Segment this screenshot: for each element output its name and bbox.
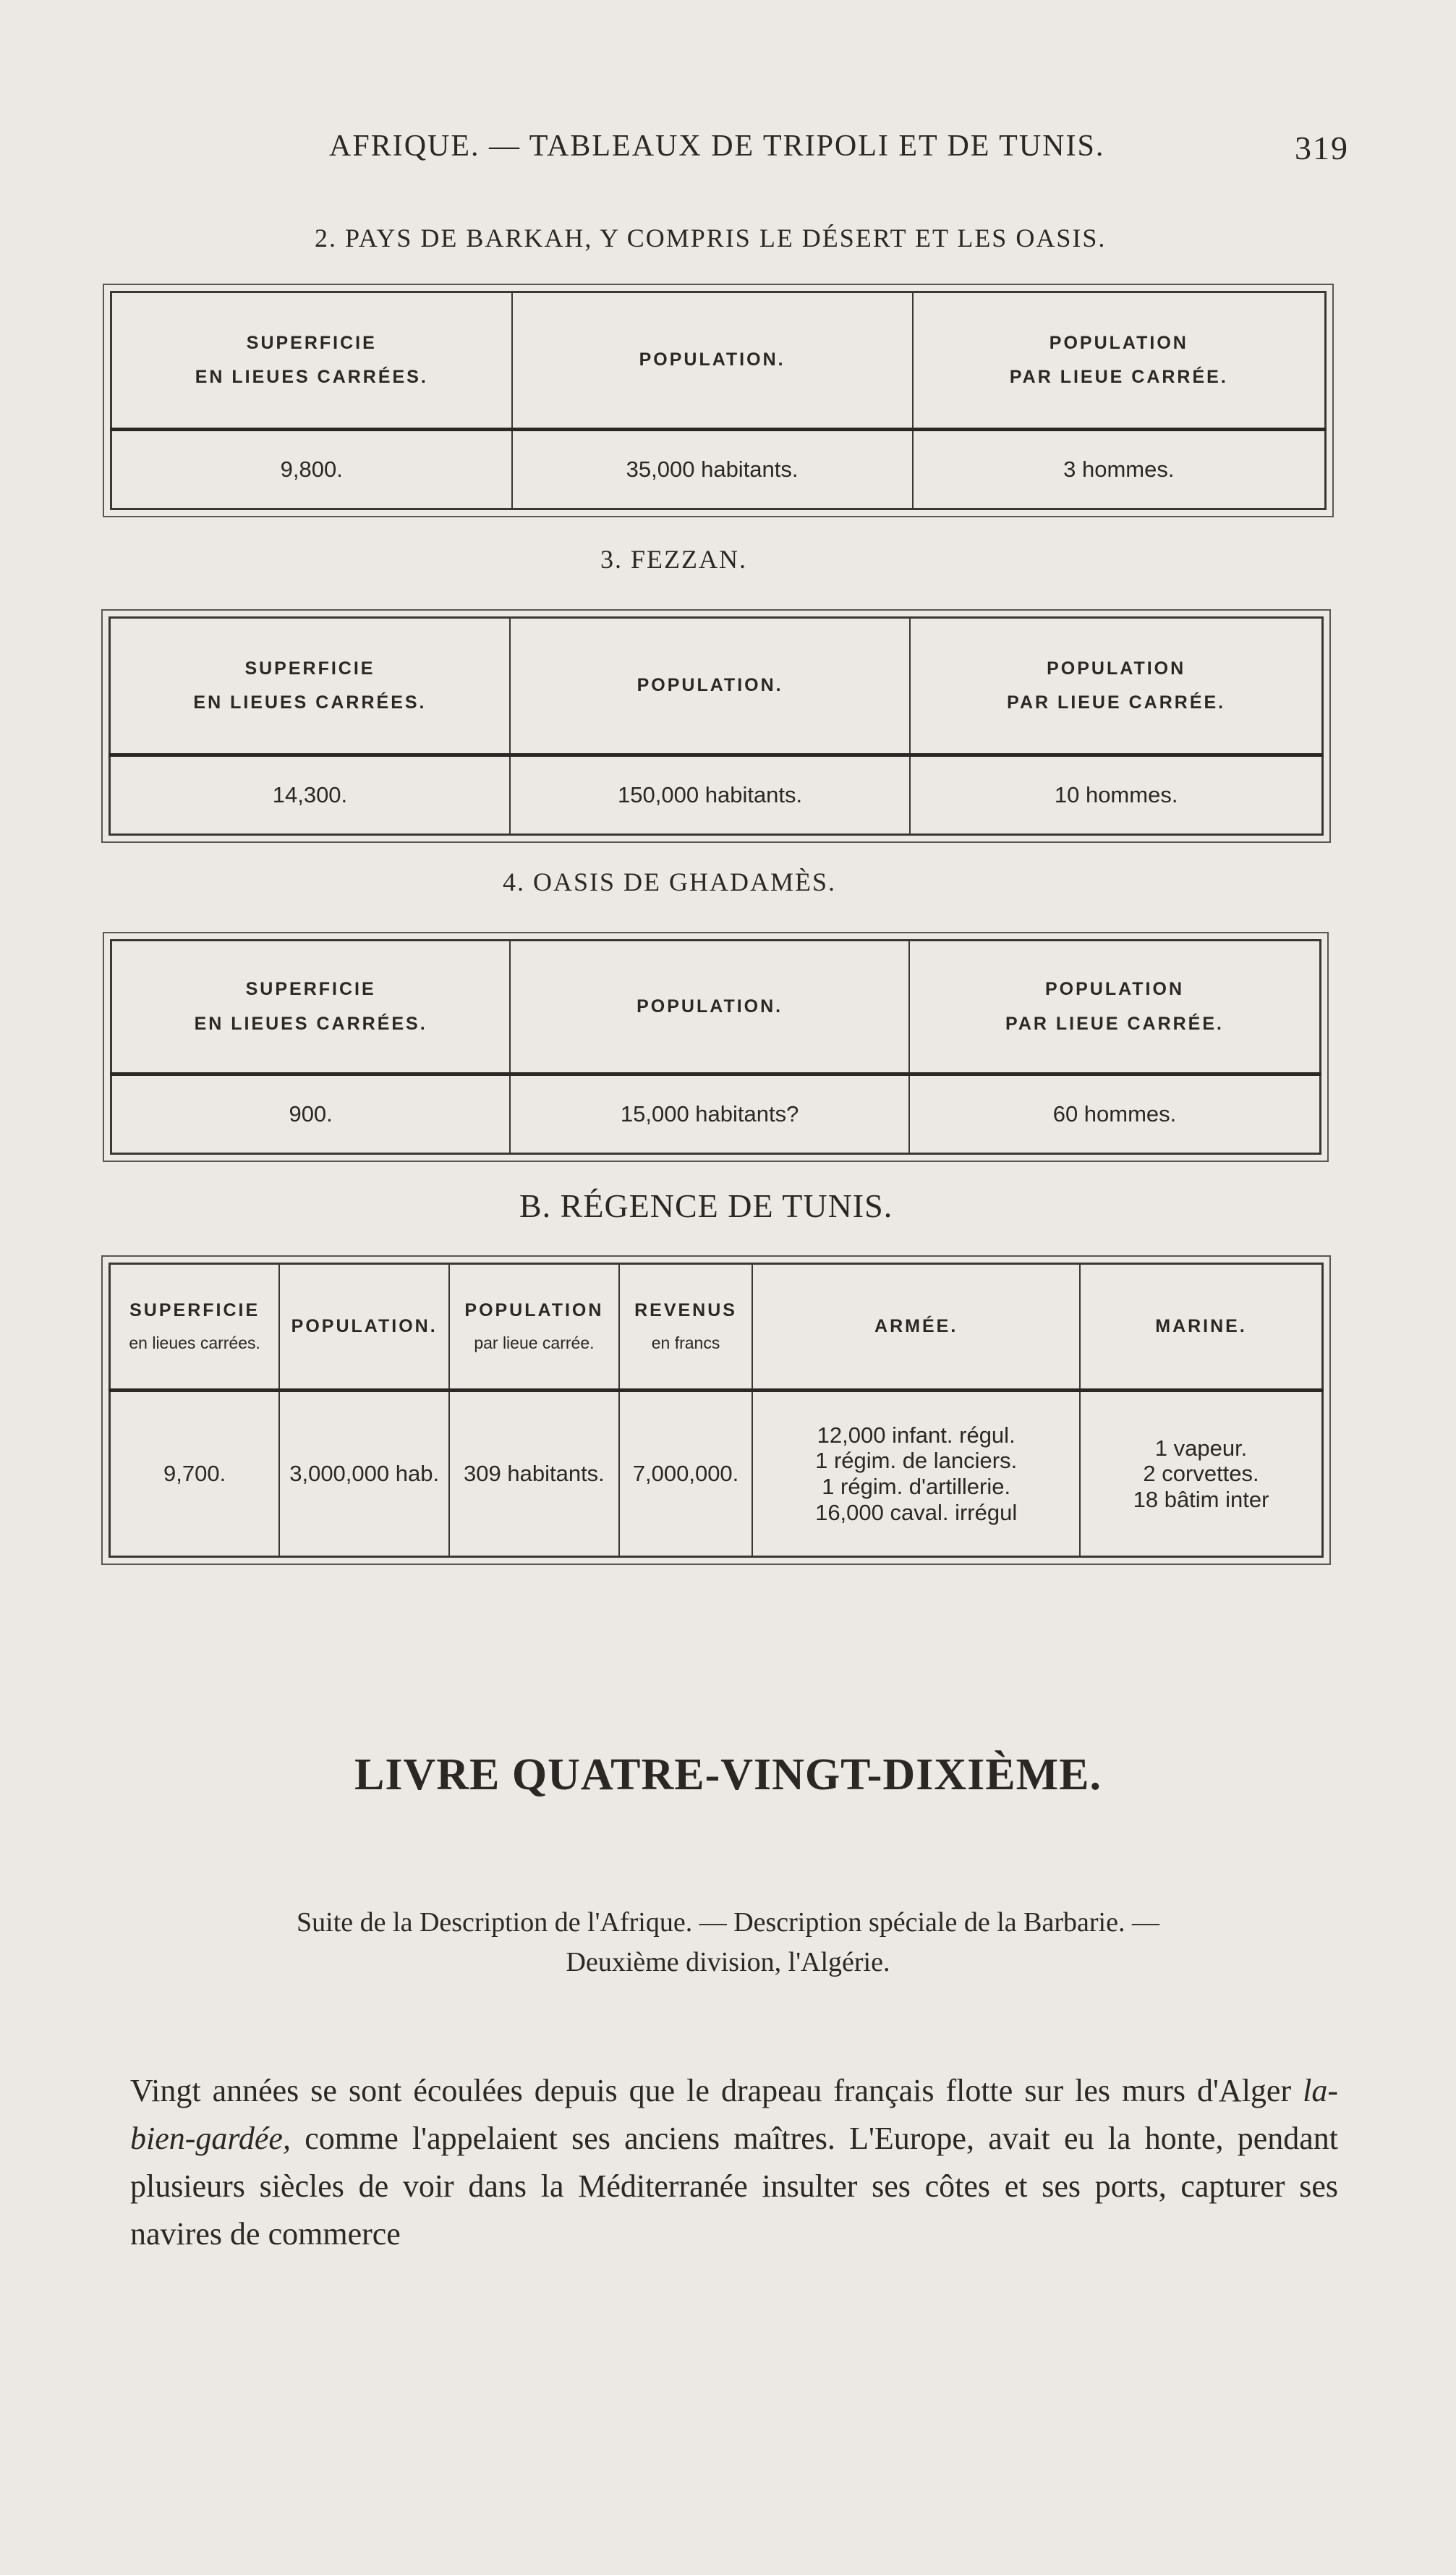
header-population: POPULATION. — [512, 292, 913, 430]
table-row — [110, 755, 1323, 835]
tunis-table — [108, 1263, 1324, 1558]
header-population: POPULATION. — [510, 618, 910, 755]
armee-line: 12,000 infant. régul. — [817, 1422, 1016, 1448]
cell-superficie: 9,800. — [111, 430, 512, 509]
header-population-per-lieue: POPULATION PAR LIEUE CARRÉE. — [913, 292, 1326, 430]
book-title: LIVRE QUATRE-VINGT-DIXIÈME. — [354, 1750, 1102, 1799]
armee-line: 16,000 caval. irrégul — [815, 1499, 1018, 1525]
cell-population: 15,000 habitants? — [510, 1074, 909, 1154]
cell-superficie: 14,300. — [110, 755, 510, 835]
body-paragraph: Vingt années se sont écoulées depuis que le drapeau français flotte sur les murs d'Alger la-bien-gardée, comme l'appelaient ses anciens maîtres. L'Europe, avait eu la honte, pendant plusieurs siècles de voir dans la Méditerranée insulter ses côtes et ses ports, capturer ses navires de commerce — [130, 2073, 1338, 2252]
page-number: 319 — [1295, 130, 1349, 166]
cell-superficie: 900. — [111, 1074, 511, 1154]
cell-density: 3 hommes. — [913, 430, 1326, 509]
fezzan-table — [108, 616, 1324, 836]
header-superficie: SUPERFICIE EN LIEUES CARRÉES. — [111, 941, 511, 1074]
book-subtitle: Suite de la Description de l'Afrique. — Description spéciale de la Barbarie. — Deuxième division, l'Algérie. — [297, 1907, 1159, 1978]
section-4-title: 4. OASIS DE GHADAMÈS. — [503, 867, 837, 896]
header-population: POPULATION. — [279, 1264, 449, 1391]
header-superficie: SUPERFICIE EN LIEUES CARRÉES. — [110, 618, 510, 755]
table-row — [111, 430, 1326, 509]
section-2-title: 2. PAYS DE BARKAH, Y COMPRIS LE DÉSERT ET LES OASIS. — [315, 224, 1107, 253]
cell-superficie: 9,700. — [110, 1391, 280, 1557]
header-population: POPULATION. — [510, 941, 909, 1074]
cell-density: 60 hommes. — [909, 1074, 1321, 1154]
ghadames-table — [110, 939, 1321, 1155]
header-population-per-lieue: POPULATION PAR LIEUE CARRÉE. — [909, 941, 1321, 1074]
header-superficie: SUPERFICIE en lieues carrées. — [110, 1264, 280, 1391]
header-population-per-lieue: POPULATION par lieue carrée. — [449, 1264, 619, 1391]
header-revenus: REVENUS en francs — [619, 1264, 752, 1391]
cell-density: 309 habitants. — [449, 1391, 619, 1557]
cell-population: 35,000 habitants. — [512, 430, 913, 509]
marine-line: 18 bâtim inter — [1133, 1486, 1269, 1512]
cell-marine — [1080, 1391, 1322, 1557]
barkah-table — [110, 291, 1327, 510]
table-row — [111, 1074, 1321, 1154]
cell-density: 10 hommes. — [910, 755, 1322, 835]
cell-armee — [752, 1391, 1080, 1557]
section-3-title: 3. FEZZAN. — [600, 545, 747, 574]
header-population-per-lieue: POPULATION PAR LIEUE CARRÉE. — [910, 618, 1322, 755]
header-marine: MARINE. — [1080, 1264, 1322, 1391]
marine-line: 2 corvettes. — [1143, 1461, 1259, 1487]
marine-line: 1 vapeur. — [1154, 1435, 1248, 1461]
header-armee: ARMÉE. — [752, 1264, 1080, 1391]
cell-population: 150,000 habitants. — [510, 755, 910, 835]
armee-line: 1 régim. d'artillerie. — [822, 1474, 1011, 1499]
table-row — [110, 1391, 1323, 1557]
running-head — [329, 129, 1349, 164]
section-b-title: B. RÉGENCE DE TUNIS. — [519, 1187, 893, 1224]
cell-revenus: 7,000,000. — [619, 1391, 752, 1557]
header-superficie: SUPERFICIE EN LIEUES CARRÉES. — [111, 292, 512, 430]
cell-population: 3,000,000 hab. — [279, 1391, 449, 1557]
armee-line: 1 régim. de lanciers. — [815, 1448, 1018, 1474]
running-title: AFRIQUE. — TABLEAUX DE TRIPOLI ET DE TUNIS. — [329, 130, 1105, 163]
